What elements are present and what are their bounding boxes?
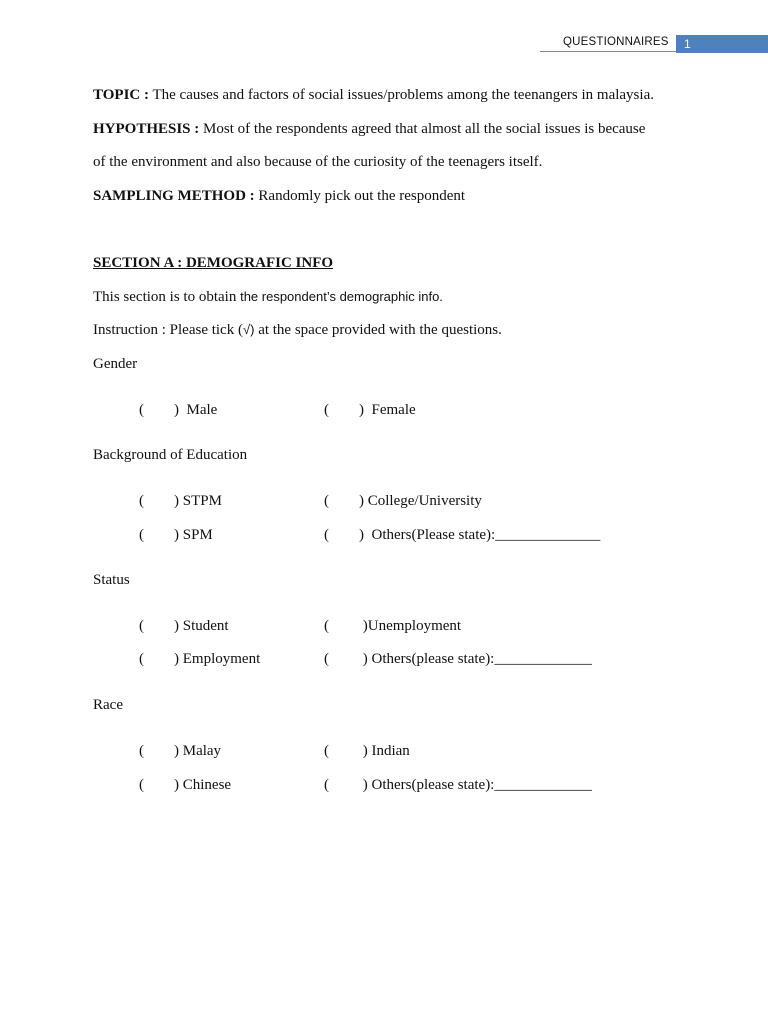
option-spm[interactable]: ( ) SPM [139, 527, 213, 543]
hypothesis-text-1: Most of the respondents agreed that almost all the social issues is because [199, 121, 646, 137]
tick-symbol: √) [242, 322, 255, 337]
hypothesis-line-1 [93, 121, 645, 138]
instruction-line [93, 322, 502, 339]
section-intro [93, 289, 443, 306]
hypothesis-label: HYPOTHESIS : [93, 121, 200, 137]
page-header [0, 35, 768, 53]
education-label: Background of Education [93, 447, 248, 463]
option-race-others[interactable]: ( ) Others(please state):_____________ [324, 777, 592, 793]
race-label: Race [93, 697, 123, 713]
option-college-university[interactable]: ( ) College/University [324, 493, 482, 509]
header-rule [540, 51, 676, 52]
header-title: QUESTIONNAIRES [563, 36, 669, 48]
option-malay[interactable]: ( ) Malay [139, 743, 222, 759]
option-status-others[interactable]: ( ) Others(please state):_____________ [324, 651, 592, 667]
option-employment[interactable]: ( ) Employment [139, 651, 261, 667]
option-male[interactable]: ( ) Male [139, 402, 218, 418]
option-indian[interactable]: ( ) Indian [324, 743, 410, 759]
hypothesis-line-2: of the environment and also because of the curiosity of the teenagers itself. [93, 154, 543, 170]
topic-text: The causes and factors of social issues/problems among the teenangers in malaysia. [148, 87, 654, 103]
instruction-b: at the space provided with the questions. [254, 322, 502, 338]
topic-label: TOPIC : [93, 87, 149, 103]
status-label: Status [93, 572, 130, 588]
section-intro-a: This section is to obtain [93, 289, 241, 305]
topic-line [93, 87, 654, 104]
option-student[interactable]: ( ) Student [139, 618, 229, 634]
sampling-text: Randomly pick out the respondent [254, 188, 466, 204]
option-stpm[interactable]: ( ) STPM [139, 493, 222, 509]
gender-label: Gender [93, 356, 138, 372]
option-education-others[interactable]: ( ) Others(Please state):______________ [324, 527, 601, 543]
page-number-badge: 1 [676, 35, 768, 53]
instruction-a: Instruction : Please tick ( [93, 322, 243, 338]
option-female[interactable]: ( ) Female [324, 402, 416, 418]
option-chinese[interactable]: ( ) Chinese [139, 777, 232, 793]
sampling-label: SAMPLING METHOD : [93, 188, 255, 204]
sampling-line [93, 188, 465, 205]
option-unemployment[interactable]: ( )Unemployment [324, 618, 462, 634]
section-a-heading: SECTION A : DEMOGRAFIC INFO [93, 255, 334, 271]
section-intro-b: the respondent’s demographic info. [240, 289, 443, 304]
